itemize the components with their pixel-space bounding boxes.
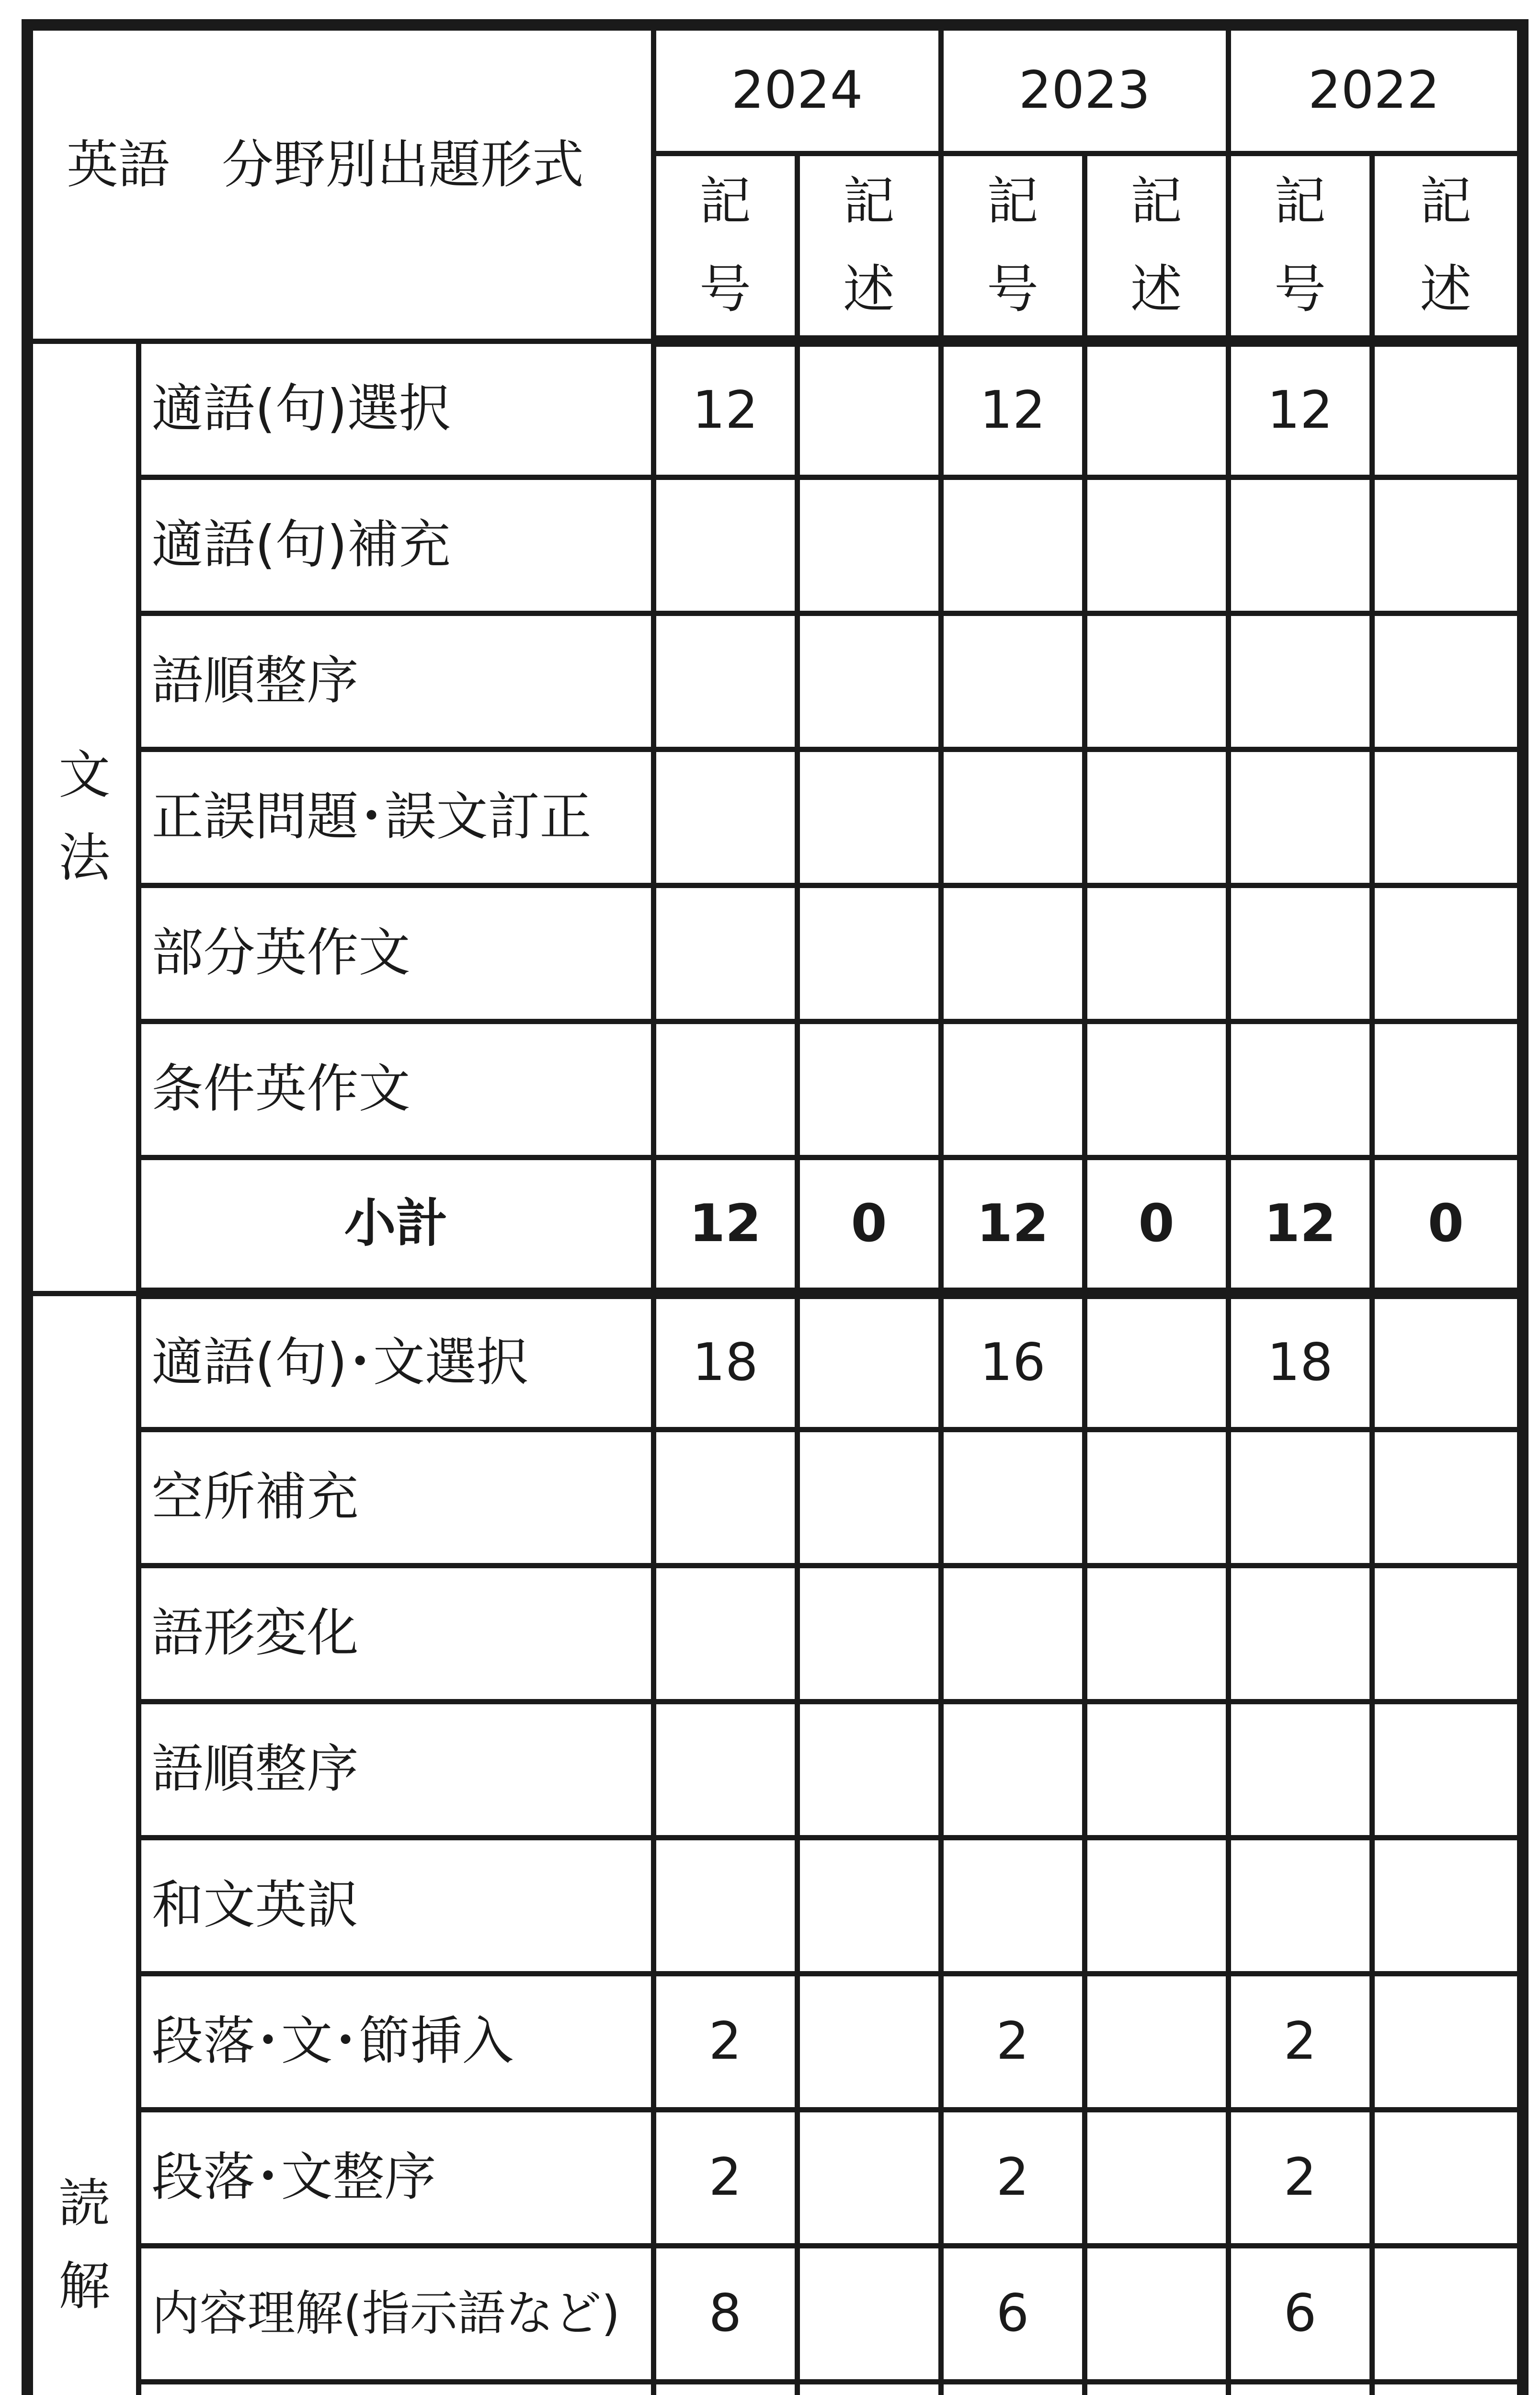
value-cell (941, 1565, 1084, 1701)
subtotal-value: 12 (1228, 1157, 1372, 1293)
value-cell (653, 749, 797, 885)
row-label: 内容理解(指示語など) (138, 2246, 653, 2382)
value-cell (941, 749, 1084, 885)
row-label: 段落･文･節挿入 (138, 1973, 653, 2110)
grammar-row (27, 341, 1523, 477)
value-cell (1372, 1973, 1523, 2110)
exam-format-table (22, 19, 1529, 2395)
value-cell (941, 477, 1084, 613)
row-label: 適語(句)選択 (138, 341, 653, 477)
value-cell (1372, 477, 1523, 613)
row-label: 空所補充 (138, 1429, 653, 1565)
row-label: 語順整序 (138, 1701, 653, 1837)
value-cell: 6 (1228, 2246, 1372, 2382)
value-cell (797, 2246, 941, 2382)
value-cell (1372, 1837, 1523, 1973)
reading-row (27, 1565, 1523, 1701)
value-cell (1372, 1565, 1523, 1701)
value-cell (797, 1837, 941, 1973)
value-cell (653, 1429, 797, 1565)
value-cell: 16 (941, 1293, 1084, 1429)
value-cell: 2 (1228, 1973, 1372, 2110)
value-cell (1372, 1701, 1523, 1837)
value-cell (1084, 341, 1228, 477)
grammar-row (27, 885, 1523, 1021)
value-cell (941, 613, 1084, 749)
value-cell (797, 1701, 941, 1837)
value-cell (1372, 885, 1523, 1021)
value-cell (941, 885, 1084, 1021)
value-cell (797, 1021, 941, 1157)
subtotal-value: 12 (653, 1157, 797, 1293)
type-header-kigo: 記 号 (941, 153, 1084, 341)
value-cell (1372, 1293, 1523, 1429)
reading-row (27, 2246, 1523, 2382)
value-cell (1372, 749, 1523, 885)
grammar-row (27, 1021, 1523, 1157)
value-cell (797, 477, 941, 613)
row-label: 部分英作文 (138, 885, 653, 1021)
value-cell: 12 (653, 341, 797, 477)
subtotal-value: 0 (1372, 1157, 1523, 1293)
type-header-kijutsu: 記 述 (1372, 153, 1523, 341)
value-cell (797, 1973, 941, 2110)
value-cell (1084, 2110, 1228, 2246)
value-cell (653, 885, 797, 1021)
row-label (138, 2382, 653, 2395)
value-cell (941, 2382, 1084, 2395)
value-cell (1228, 1837, 1372, 1973)
value-cell (797, 1565, 941, 1701)
value-cell (797, 2110, 941, 2246)
value-cell (1228, 885, 1372, 1021)
value-cell (1084, 2246, 1228, 2382)
score-table-container (22, 19, 1517, 2395)
value-cell: 2 (1228, 2110, 1372, 2246)
subtotal-value: 12 (941, 1157, 1084, 1293)
value-cell: 2 (653, 2110, 797, 2246)
value-cell (1228, 477, 1372, 613)
value-cell (1372, 1429, 1523, 1565)
value-cell (1084, 477, 1228, 613)
reading-row (27, 1973, 1523, 2110)
value-cell: 18 (1228, 1293, 1372, 1429)
value-cell (797, 749, 941, 885)
subtotal-label: 小計 (138, 1157, 653, 1293)
value-cell (1084, 1293, 1228, 1429)
row-label: 語形変化 (138, 1565, 653, 1701)
value-cell (1372, 341, 1523, 477)
value-cell: 12 (941, 341, 1084, 477)
header-row-years (27, 25, 1523, 153)
value-cell (1084, 1701, 1228, 1837)
reading-row (27, 2382, 1523, 2395)
grammar-section-label: 文 法 (27, 341, 138, 1293)
value-cell (653, 1565, 797, 1701)
value-cell (1228, 1021, 1372, 1157)
value-cell (1372, 2382, 1523, 2395)
value-cell (797, 613, 941, 749)
type-header-kijutsu: 記 述 (797, 153, 941, 341)
value-cell (797, 1293, 941, 1429)
reading-section-label: 読 解 (27, 1293, 138, 2395)
row-label: 正誤問題･誤文訂正 (138, 749, 653, 885)
value-cell (653, 1701, 797, 1837)
row-label: 段落･文整序 (138, 2110, 653, 2246)
subtotal-value: 0 (797, 1157, 941, 1293)
grammar-row (27, 613, 1523, 749)
value-cell: 2 (941, 2110, 1084, 2246)
value-cell (1372, 1021, 1523, 1157)
value-cell (1372, 2246, 1523, 2382)
value-cell (941, 1701, 1084, 1837)
row-label: 和文英訳 (138, 1837, 653, 1973)
value-cell (1228, 749, 1372, 885)
value-cell (797, 1429, 941, 1565)
value-cell (1084, 1021, 1228, 1157)
value-cell (1084, 1565, 1228, 1701)
year-header-2024: 2024 (653, 25, 941, 153)
year-header-2022: 2022 (1228, 25, 1523, 153)
reading-row (27, 1837, 1523, 1973)
value-cell (653, 1021, 797, 1157)
value-cell: 8 (653, 2246, 797, 2382)
row-label: 語順整序 (138, 613, 653, 749)
value-cell: 2 (941, 1973, 1084, 2110)
value-cell (1084, 885, 1228, 1021)
grammar-row (27, 749, 1523, 885)
grammar-subtotal-row (27, 1157, 1523, 1293)
reading-row (27, 1429, 1523, 1565)
value-cell (941, 1021, 1084, 1157)
year-header-2023: 2023 (941, 25, 1228, 153)
value-cell (797, 341, 941, 477)
value-cell: 12 (1228, 341, 1372, 477)
reading-row (27, 1701, 1523, 1837)
value-cell (1228, 613, 1372, 749)
value-cell (1372, 2110, 1523, 2246)
value-cell (1372, 613, 1523, 749)
value-cell (1228, 1565, 1372, 1701)
type-header-kigo: 記 号 (653, 153, 797, 341)
value-cell (1084, 1429, 1228, 1565)
reading-row (27, 1293, 1523, 1429)
value-cell (797, 2382, 941, 2395)
table-title: 英語 分野別出題形式 (27, 25, 653, 341)
value-cell (1084, 749, 1228, 885)
value-cell (941, 1837, 1084, 1973)
value-cell: 18 (653, 1293, 797, 1429)
value-cell (653, 613, 797, 749)
type-header-kijutsu: 記 述 (1084, 153, 1228, 341)
type-header-kigo: 記 号 (1228, 153, 1372, 341)
value-cell (1228, 2382, 1372, 2395)
value-cell (1084, 2382, 1228, 2395)
subtotal-value: 0 (1084, 1157, 1228, 1293)
value-cell (653, 1837, 797, 1973)
value-cell: 2 (653, 1973, 797, 2110)
reading-row (27, 2110, 1523, 2246)
row-label: 適語(句)補充 (138, 477, 653, 613)
value-cell (1084, 613, 1228, 749)
row-label: 条件英作文 (138, 1021, 653, 1157)
value-cell: 6 (941, 2246, 1084, 2382)
value-cell (1084, 1973, 1228, 2110)
value-cell (1228, 1429, 1372, 1565)
value-cell (1228, 1701, 1372, 1837)
row-label: 適語(句)･文選択 (138, 1293, 653, 1429)
value-cell (653, 477, 797, 613)
value-cell (941, 1429, 1084, 1565)
value-cell (653, 2382, 797, 2395)
value-cell (1084, 1837, 1228, 1973)
value-cell (797, 885, 941, 1021)
grammar-row (27, 477, 1523, 613)
